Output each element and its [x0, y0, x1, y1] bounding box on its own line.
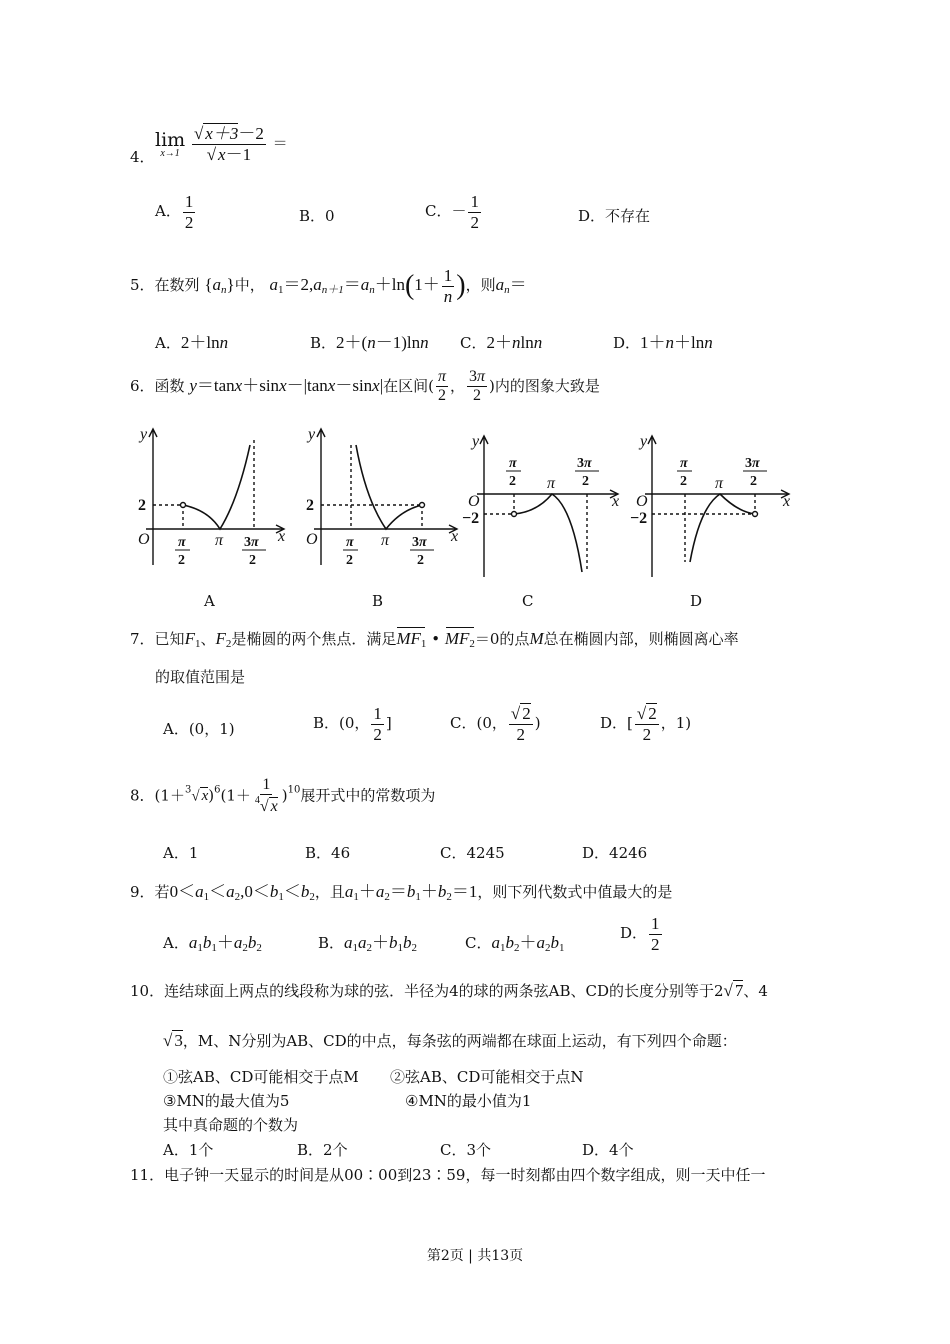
svg-text:y: y — [640, 433, 648, 450]
svg-text:2: 2 — [582, 474, 589, 489]
q11-stem: 11．电子钟一天显示的时间是从00∶00到23∶59，每一时刻都由四个数字组成，则一天中任一 — [130, 1166, 766, 1184]
svg-text:π: π — [381, 532, 390, 549]
svg-text:−2: −2 — [630, 510, 648, 527]
q10-ask: 其中真命题的个数为 — [163, 1116, 299, 1134]
svg-text:x: x — [783, 493, 791, 510]
svg-text:π: π — [547, 475, 556, 492]
q6-graph-b-label: B — [372, 592, 384, 610]
svg-text:2: 2 — [750, 474, 757, 489]
q4-expression: lim x→1 $\frac{√ x+3-2}{√ x-1}$ ＝ — [155, 124, 288, 164]
svg-text:2: 2 — [306, 497, 314, 514]
q9-stem: 9．若$0<a_1<a_2,0<b_1<b_2$，且$a_1+a_2=b_1+b_2=1$，则下列代数式中值最大的是 — [130, 882, 673, 903]
q9-option-d[interactable]: D． $\frac{1}{2}$ — [620, 914, 660, 954]
svg-text:2: 2 — [178, 553, 185, 568]
q5-option-c[interactable]: C．2＋nlnn — [460, 333, 543, 352]
q6-graph-a-label: A — [204, 592, 215, 610]
q5-option-b[interactable]: B．2＋(n－1)lnn — [310, 333, 429, 352]
svg-text:−2: −2 — [462, 510, 480, 527]
svg-text:2: 2 — [509, 474, 516, 489]
svg-text:π: π — [715, 475, 724, 492]
svg-text:3π: 3π — [244, 535, 259, 550]
svg-text:x: x — [451, 528, 459, 545]
q5-option-a[interactable]: A．2＋lnn — [155, 333, 229, 352]
svg-text:2: 2 — [417, 553, 424, 568]
svg-text:3π: 3π — [577, 456, 592, 471]
svg-text:π: π — [178, 535, 186, 550]
q9-option-b[interactable]: B．$a_1a_2+b_1b_2$ — [318, 933, 418, 954]
q10-option-a[interactable]: A．1个 — [163, 1141, 214, 1159]
q10-proposition-1: ①弦AB、CD可能相交于点M — [163, 1068, 359, 1086]
q10-option-c[interactable]: C．3个 — [440, 1141, 492, 1159]
q10-proposition-2: ②弦AB、CD可能相交于点N — [390, 1068, 584, 1086]
q8-option-d[interactable]: D．4246 — [582, 844, 648, 862]
q4-option-c[interactable]: C．－ $\frac{1}{2}$ — [425, 192, 479, 232]
tick-2: 2 — [138, 497, 146, 514]
q4-option-d[interactable]: D．不存在 — [578, 207, 651, 225]
svg-text:2: 2 — [346, 553, 353, 568]
q6-graph-d-label: D — [690, 592, 703, 610]
q10-proposition-4: ④MN的最小值为1 — [405, 1092, 532, 1110]
q6-graph-b — [296, 425, 466, 575]
q8-stem: 8．(1＋$^3$√ x)$^6$(1＋ $\frac{1}{^4√ x}$ )$^{10}$展开式中的常数项为 — [130, 776, 436, 816]
svg-text:O: O — [468, 493, 480, 510]
q7-option-d[interactable]: D．[ $\frac{√ 2}{2}$ ，1) — [600, 704, 692, 744]
svg-text:O: O — [636, 493, 648, 510]
q8-option-a[interactable]: A．1 — [163, 844, 199, 862]
q7-stem-line2: 的取值范围是 — [155, 668, 246, 686]
q6-graph-d — [630, 432, 795, 582]
origin-label: O — [138, 531, 150, 548]
svg-text:π: π — [509, 456, 517, 471]
q4-number: 4． — [130, 148, 155, 166]
svg-text:3π: 3π — [745, 456, 760, 471]
svg-text:π: π — [346, 535, 354, 550]
q7-option-b[interactable]: B．(0， $\frac{1}{2}$ ] — [313, 704, 392, 744]
q6-stem: 6．函数 y＝tanx＋sinx－|tanx－sinx|在区间( $\frac{\pi}{2}$ ， $\frac{3\pi}{2}$ )内的图象大致是 — [130, 368, 600, 405]
q10-option-b[interactable]: B．2个 — [297, 1141, 348, 1159]
svg-text:O: O — [306, 531, 318, 548]
tick-pi: π — [215, 532, 224, 549]
q7-stem: 7．已知$F_1$、$F_2$是椭圆的两个焦点．满足$MF_1$ • $MF_2=0$的点M总在椭圆内部，则椭圆离心率 — [130, 629, 739, 650]
q4-option-a[interactable]: A． $\frac{1}{2}$ — [155, 192, 194, 232]
axis-y-label: y — [140, 426, 148, 443]
q10-stem-line1: 10．连结球面上两点的线段称为球的弦．半径为4的球的两条弦AB、CD的长度分别等于2√ 7、4 — [130, 981, 768, 1000]
q4-option-b[interactable]: B．0 — [299, 207, 335, 225]
q7-option-c[interactable]: C．(0， $\frac{√ 2}{2}$ ) — [450, 704, 541, 744]
q10-stem-line2: √ 3，M、N分别为AB、CD的中点，每条弦的两端都在球面上运动，有下列四个命题： — [163, 1031, 737, 1050]
q7-option-a[interactable]: A．(0，1) — [163, 720, 235, 738]
svg-text:y: y — [308, 426, 316, 443]
q8-option-b[interactable]: B．46 — [305, 844, 351, 862]
q9-option-a[interactable]: A．$a_1b_1+a_2b_2$ — [163, 933, 262, 954]
svg-text:2: 2 — [249, 553, 256, 568]
page-footer: 第2页 | 共13页 — [426, 1248, 524, 1264]
q8-option-c[interactable]: C．4245 — [440, 844, 505, 862]
svg-text:3π: 3π — [412, 535, 427, 550]
q5-stem: 5．在数列 $\{a_n\}$中， $a_1=2,a_{n+1}=a_n+\ln(1+$ $\frac{1}{n}$ )，则$a_n=$ — [130, 266, 527, 306]
q5-option-d[interactable]: D．1＋n＋lnn — [613, 333, 713, 352]
svg-text:x: x — [612, 493, 620, 510]
svg-text:2: 2 — [680, 474, 687, 489]
axis-x-label: x — [278, 528, 286, 545]
q9-option-c[interactable]: C．$a_1b_2+a_2b_1$ — [465, 933, 565, 954]
q6-graph-c — [462, 432, 627, 582]
svg-text:y: y — [472, 433, 480, 450]
q10-proposition-3: ③MN的最大值为5 — [163, 1092, 290, 1110]
q10-option-d[interactable]: D．4个 — [582, 1141, 634, 1159]
q6-graph-a — [128, 425, 298, 575]
svg-text:π: π — [680, 456, 688, 471]
q6-graph-c-label: C — [522, 592, 534, 610]
